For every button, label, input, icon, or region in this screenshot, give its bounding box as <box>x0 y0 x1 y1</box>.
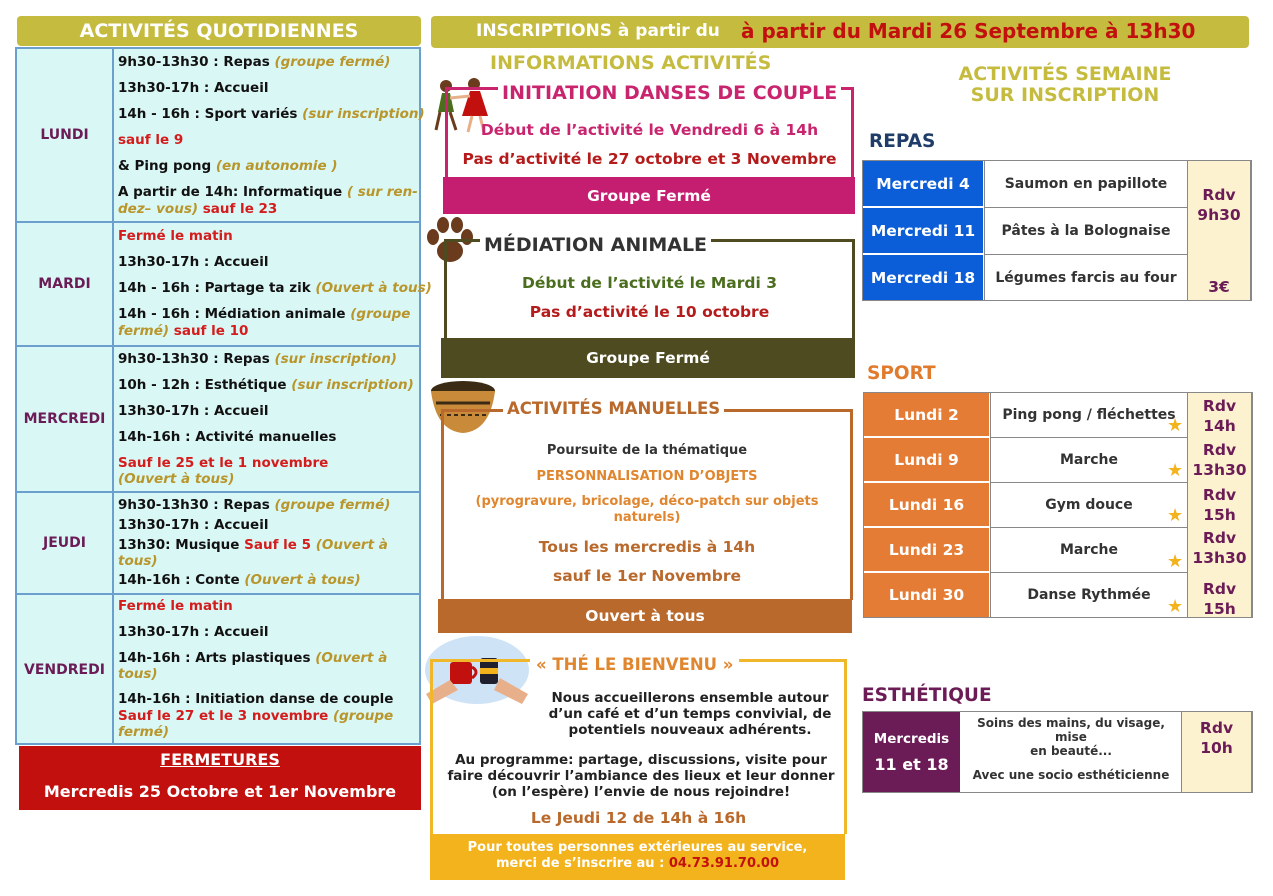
meals-section-title: REPAS <box>869 131 936 152</box>
daily-activities-header: ACTIVITÉS QUOTIDIENNES <box>17 16 421 46</box>
day-name: LUNDI <box>17 49 114 221</box>
meals-rdv: Rdv 9h30 3€ <box>1187 161 1251 300</box>
beauty-day: Mercredis 11 et 18 <box>863 712 960 792</box>
contact-box <box>430 834 845 880</box>
star-icon: ★ <box>1167 551 1184 572</box>
day-row-jeudi <box>17 493 419 595</box>
sport-section-title: SPORT <box>867 363 936 384</box>
sport-rdv: Rdv 14h <box>1202 397 1237 435</box>
beauty-description: Soins des mains, du visage, mise en beauté... Avec une socio esthéticienne <box>972 716 1170 782</box>
dance-footer: Groupe Fermé <box>443 177 855 214</box>
welcome-card-frame <box>430 659 847 834</box>
beauty-section-title: ESTHÉTIQUE <box>862 685 992 706</box>
manual-text: Poursuite de la thématique <box>546 443 748 458</box>
weekly-activities-title: ACTIVITÉS SEMAINE SUR INSCRIPTION <box>958 63 1172 106</box>
animal-title: MÉDIATION ANIMALE <box>480 234 711 256</box>
dance-start-text: Début de l’activité le Vendredi 6 à 14h <box>480 121 819 139</box>
sport-day: Lundi 16 <box>864 483 989 527</box>
welcome-title: « THÉ LE BIENVENU » <box>530 655 739 674</box>
day-row-mardi <box>17 223 432 347</box>
sport-day: Lundi 2 <box>864 393 989 437</box>
daily-activities-table <box>15 47 432 745</box>
star-icon: ★ <box>1167 460 1184 481</box>
sport-rdv: Rdv 13h30 <box>1192 529 1247 567</box>
sport-activity: Ping pong / fléchettes <box>990 393 1187 438</box>
meal-dish: Légumes farcis au four <box>984 255 1187 300</box>
day-name: MARDI <box>17 223 114 345</box>
sport-activity: Marche <box>990 528 1187 573</box>
registration-label: INSCRIPTIONS à partir du <box>476 21 720 41</box>
meals-table <box>862 160 1252 301</box>
sport-rdv: Rdv 15h <box>1202 580 1237 618</box>
sport-activity: Danse Rythmée <box>990 573 1187 617</box>
animal-start-text: Début de l’activité le Mardi 3 <box>522 274 777 292</box>
meal-day: Mercredi 11 <box>863 208 983 254</box>
sport-activity: Marche <box>990 438 1187 483</box>
meal-day: Mercredi 18 <box>863 255 983 300</box>
meal-day: Mercredi 4 <box>863 161 983 207</box>
beauty-table <box>862 711 1253 793</box>
star-icon: ★ <box>1167 505 1184 526</box>
star-icon: ★ <box>1167 596 1184 617</box>
manual-details: (pyrogravure, bricolage, déco-patch sur objets naturels) <box>475 494 819 525</box>
sport-day: Lundi 30 <box>864 573 989 617</box>
contact-text: Pour toutes personnes extérieures au service, <box>467 840 808 855</box>
registration-date: à partir du Mardi 26 Septembre à 13h30 <box>741 19 1196 43</box>
day-name: VENDREDI <box>17 595 114 745</box>
manual-footer: Ouvert à tous <box>438 599 852 633</box>
day-lines: Fermé le matin 13h30-17h : Accueil 14h-16h : Arts plastiques (Ouvert à tous) 14h-16h : Initiation danse de couple Sauf le 27 et le 3 novembre (groupe fermé) <box>118 598 394 740</box>
day-name: JEUDI <box>17 493 114 593</box>
star-icon: ★ <box>1167 415 1184 436</box>
welcome-program: Au programme: partage, discussions, visite pour faire découvrir l’ambiance des lieux et leur donner (on l’espère) l’envie de nous rejoindre! <box>447 752 835 800</box>
day-name: MERCREDI <box>17 347 114 491</box>
day-row-mercredi <box>17 347 419 493</box>
info-title: INFORMATIONS ACTIVITÉS <box>490 52 772 74</box>
dance-no-activity-text: Pas d’activité le 27 octobre et 3 Novembre <box>462 150 837 168</box>
sport-rdv: Rdv 13h30 <box>1192 441 1247 479</box>
sport-day: Lundi 9 <box>864 438 989 482</box>
registration-banner <box>431 16 1249 48</box>
manual-theme: PERSONNALISATION D’OBJETS <box>536 469 758 484</box>
meal-dish: Saumon en papillote <box>984 161 1187 208</box>
closures-box <box>19 746 421 810</box>
day-lines: 9h30-13h30 : Repas (sur inscription) 10h - 12h : Esthétique (sur inscription) 13h30-17h : Accueil 14h-16h : Activité manuelles Sauf le 25 et le 1 novembre (Ouvert à tous) <box>118 351 414 487</box>
meal-price: 3€ <box>1208 278 1230 296</box>
closures-title: FERMETURES <box>160 750 280 769</box>
sport-table <box>863 392 1253 618</box>
meal-dish: Pâtes à la Bolognaise <box>984 208 1187 255</box>
contact-text: merci de s’inscrire au : 04.73.91.70.00 <box>495 856 780 871</box>
dance-title: INITIATION DANSES DE COUPLE <box>498 82 841 104</box>
sport-day: Lundi 23 <box>864 528 989 572</box>
day-lines: 9h30-13h30 : Repas (groupe fermé) 13h30-17h : Accueil 14h - 16h : Sport variés (sur inscription) sauf le 9 & Ping pong (en autonomie ) A partir de 14h: Informatique ( sur ren- dez– vous) sauf le 23 <box>118 54 425 217</box>
sport-rdv-column <box>1187 393 1252 617</box>
animal-footer: Groupe Fermé <box>441 338 855 378</box>
manual-title: ACTIVITÉS MANUELLES <box>503 399 724 418</box>
welcome-date: Le Jeudi 12 de 14h à 16h <box>530 809 747 827</box>
welcome-intro: Nous accueillerons ensemble autour d’un café et d’un temps convivial, de potentiels nouveaux adhérents. <box>548 690 832 738</box>
closures-dates: Mercredis 25 Octobre et 1er Novembre <box>43 782 397 801</box>
manual-exception: sauf le 1er Novembre <box>552 567 742 585</box>
phone-number: 04.73.91.70.00 <box>668 856 780 871</box>
beauty-rdv: Rdv 10h <box>1181 712 1252 792</box>
manual-schedule: Tous les mercredis à 14h <box>538 538 756 556</box>
sport-activity: Gym douce <box>990 483 1187 528</box>
day-row-vendredi <box>17 595 419 745</box>
day-lines: 9h30-13h30 : Repas (groupe fermé) 13h30-17h : Accueil 13h30: Musique Sauf le 5 (Ouvert à tous) 14h-16h : Conte (Ouvert à tous) <box>118 497 391 588</box>
day-lines: Fermé le matin 13h30-17h : Accueil 14h - 16h : Partage ta zik (Ouvert à tous) 14h - 16h : Médiation animale (groupe fermé) sauf le 10 <box>118 228 432 339</box>
animal-no-activity-text: Pas d’activité le 10 octobre <box>529 303 770 321</box>
sport-rdv: Rdv 15h <box>1202 486 1237 524</box>
day-row-lundi <box>17 49 425 223</box>
